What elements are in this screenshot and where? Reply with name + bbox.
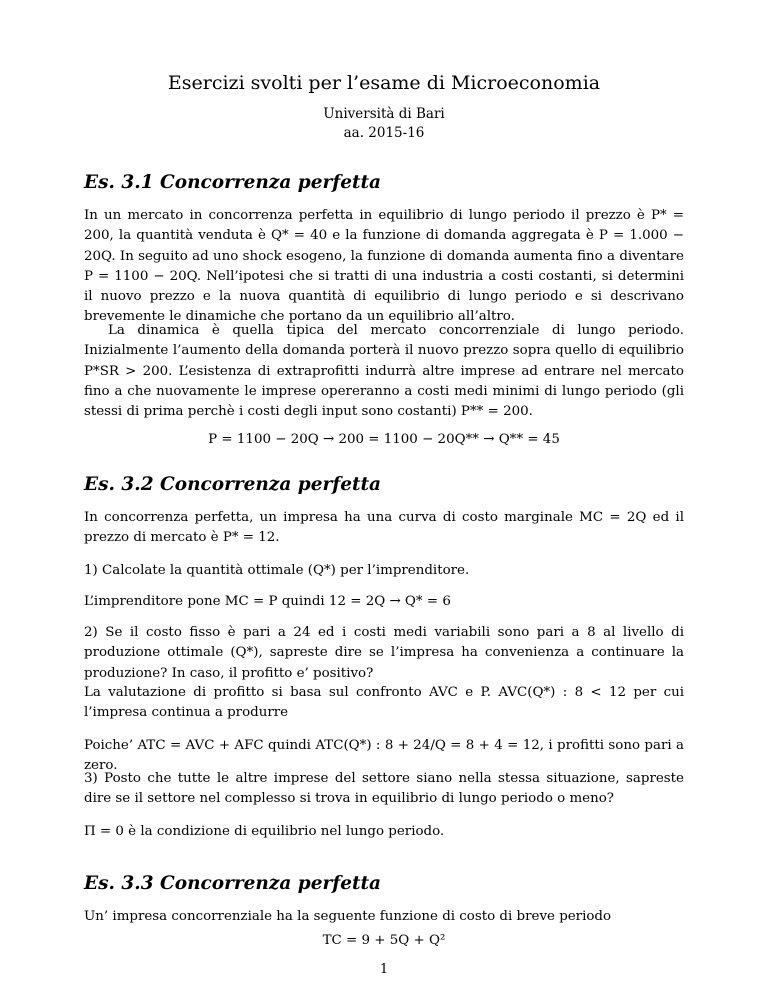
exercise-3-3-equation: TC = 9 + 5Q + Q² bbox=[322, 933, 446, 948]
page-number: 1 bbox=[379, 962, 389, 977]
exercise-3-1-problem: In un mercato in concorrenza perfetta in equilibrio di lungo periodo il prezzo è P* = 200, la quantità venduta è Q* = 40 e la funzione di domanda aggregata è P = 1.000 − 20Q. In seguito ad uno shock esogeno, la funzione di domanda aumenta fino a diventare P = 1100 − 20Q. Nell’ipotesi che si tratti di una industria a costi costanti, si determini il nuovo prezzo e la nuova quantità di equilibrio di lungo periodo e si descrivano brevemente le dinamiche che portano da un equilibrio all’altro. bbox=[84, 208, 684, 325]
exercise-3-1-equation: P = 1100 − 20Q → 200 = 1100 − 20Q** → Q** = 45 bbox=[208, 432, 560, 447]
document-title: Esercizi svolti per l’esame di Microeconomia bbox=[167, 72, 601, 94]
exercise-3-2-problem: In concorrenza perfetta, un impresa ha una curva di costo marginale MC = 2Q ed il prezzo di mercato è P* = 12. bbox=[84, 510, 684, 546]
exercise-3-2-answer-2b: Poiche’ ATC = AVC + AFC quindi ATC(Q*) : 8 + 24/Q = 8 + 4 = 12, i profitti sono pari a zero. bbox=[84, 738, 684, 774]
exercise-3-3-problem: Un’ impresa concorrenziale ha la seguente funzione di costo di breve periodo bbox=[84, 909, 612, 924]
exercise-heading-3-2: Es. 3.2 Concorrenza perfetta bbox=[84, 474, 382, 495]
exercise-3-2-question-1: 1) Calcolate la quantità ottimale (Q*) per l’imprenditore. bbox=[84, 563, 470, 578]
exercise-3-2-answer-3: Π = 0 è la condizione di equilibrio nel lungo periodo. bbox=[84, 824, 445, 839]
exercise-3-2-answer-2a: La valutazione di profitto si basa sul confronto AVC e P. AVC(Q*) : 8 < 12 per cui l’impresa continua a produrre bbox=[84, 685, 684, 721]
exercise-3-2-answer-1: L’imprenditore pone MC = P quindi 12 = 2Q → Q* = 6 bbox=[84, 594, 451, 609]
exercise-heading-3-3: Es. 3.3 Concorrenza perfetta bbox=[84, 873, 382, 894]
academic-year: aa. 2015-16 bbox=[343, 125, 425, 141]
exercise-heading-3-1: Es. 3.1 Concorrenza perfetta bbox=[84, 172, 382, 193]
exercise-3-2-question-2: 2) Se il costo fisso è pari a 24 ed i costi medi variabili sono pari a 8 al livello di produzione ottimale (Q*), sapreste dire se l’impresa ha convenienza a continuare la produzione? In caso, il profitto e’ positivo? bbox=[84, 625, 684, 681]
exercise-3-2-question-3: 3) Posto che tutte le altre imprese del settore siano nella stessa situazione, sapreste dire se il settore nel complesso si trova in equilibrio di lungo periodo o meno? bbox=[84, 771, 684, 807]
exercise-3-1-solution: La dinamica è quella tipica del mercato concorrenziale di lungo periodo. Inizialmente l’aumento della domanda porterà il nuovo prezzo sopra quello di equilibrio P*SR > 200. L’esistenza di extraprofitti indurrà altre imprese ad entrare nel mercato fino a che nuovamente le imprese opereranno a costi medi minimi di lungo periodo (gli stessi di prima perchè i costi degli input sono costanti) P** = 200. bbox=[84, 323, 684, 420]
university-name: Università di Bari bbox=[323, 106, 445, 122]
